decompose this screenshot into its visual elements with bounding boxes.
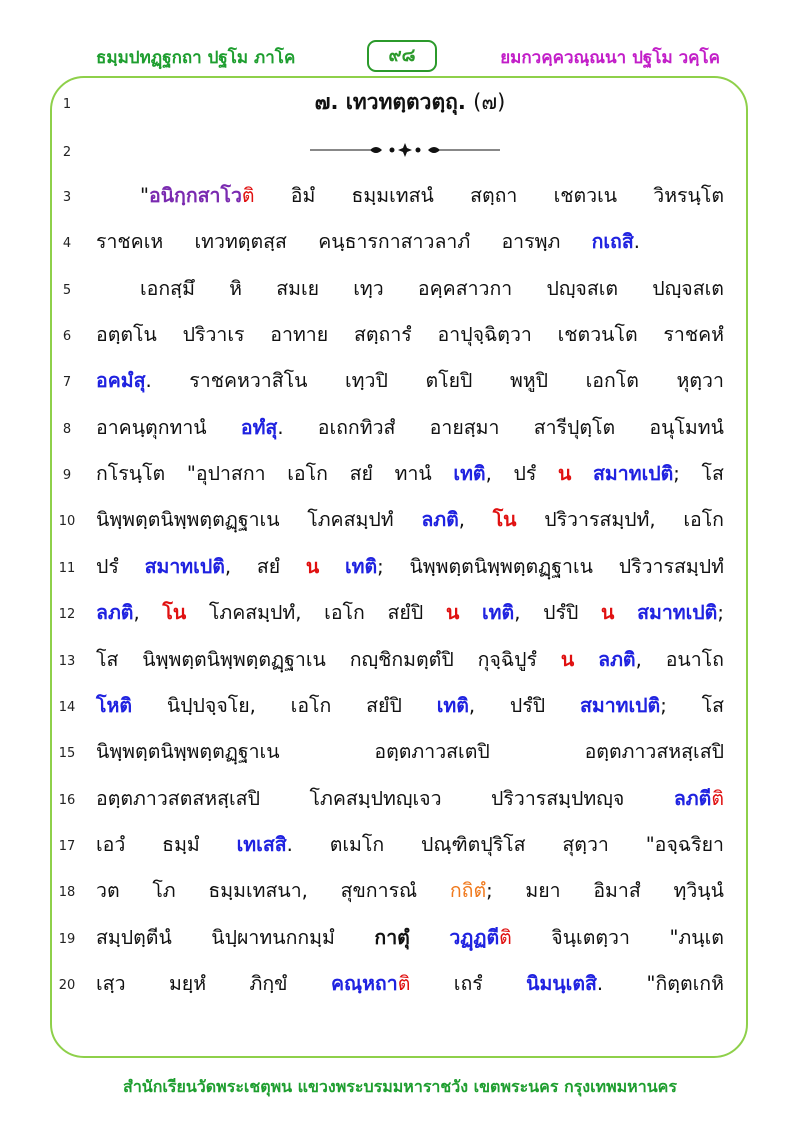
text-word	[241, 405, 284, 451]
text-word: สยํปิ	[366, 694, 402, 717]
text-word: ตโยปิ	[425, 369, 473, 392]
text-word	[637, 590, 724, 636]
text-word: ปริวารสมฺปทญฺจ	[491, 787, 625, 810]
text-word: ราชคเห	[96, 230, 164, 253]
text-word: เทติ	[436, 694, 469, 717]
text-word: เทฺว	[353, 277, 384, 300]
text-word: กถิตํ	[449, 879, 487, 902]
text-word: ธมฺมํ	[162, 833, 200, 856]
text-word: เทติ	[482, 601, 515, 624]
text-word: น	[560, 648, 575, 671]
text-word: ราชคหวาสิโน	[189, 369, 308, 392]
text-word	[96, 358, 152, 404]
text-word	[450, 868, 493, 914]
text-word: ,	[635, 648, 642, 671]
text-word: เอโก	[290, 694, 332, 717]
text-line-11	[96, 544, 724, 590]
text-word: กญฺชิกมตฺตํปิ	[349, 648, 454, 671]
text-word: เอกโต	[585, 369, 639, 392]
text-word: คณฺหถา	[330, 972, 398, 995]
text-word: ลภติ	[96, 601, 134, 624]
text-word: "อจฺฉริยา	[645, 833, 724, 856]
text-word: สมฺปตฺตีนํ	[96, 926, 172, 949]
text-word: คนฺธารกาสาวลาภํ	[318, 230, 471, 253]
text-word: .	[633, 230, 640, 253]
line-number: 13	[58, 654, 76, 669]
text-word: .	[145, 369, 152, 392]
text-word: ลภติ	[598, 648, 636, 671]
page-number: ๙๘	[367, 40, 437, 72]
text-line-12	[96, 590, 724, 636]
text-word	[674, 776, 724, 822]
text-word	[526, 961, 603, 1007]
text-word: กเถสิ	[591, 230, 634, 253]
line-number: 11	[58, 561, 76, 576]
text-word: เอโก	[683, 508, 724, 531]
text-word: หิ	[229, 277, 242, 300]
text-word: เทวทตฺตสฺส	[194, 230, 287, 253]
text-word: ,	[458, 508, 465, 531]
text-word: โส	[701, 462, 724, 485]
text-word: นิพฺพตฺตนิพฺพตฺตฏฺฐาเน	[142, 648, 326, 671]
text-word: .	[596, 972, 604, 995]
text-word: ตเมโก	[329, 833, 385, 856]
text-word: อนิกฺกสาโว	[148, 184, 242, 207]
text-word: อตฺตภาวสตสหสฺเสปิ	[96, 787, 260, 810]
text-word: เอวํ	[96, 833, 126, 856]
text-line-18	[96, 868, 724, 914]
text-word: อาคนฺตุกทานํ	[96, 416, 207, 439]
text-word: สยํ	[349, 462, 373, 485]
text-line-17	[96, 822, 724, 868]
ornament-divider-icon	[310, 142, 500, 158]
text-word: ปรํปิ	[543, 601, 579, 624]
text-word	[593, 451, 680, 497]
story-title	[96, 84, 724, 120]
text-word: ทานํ	[394, 462, 432, 485]
text-line-4	[96, 219, 724, 265]
line-number: 18	[58, 885, 76, 900]
text-word: .	[277, 416, 284, 439]
text-line-19	[96, 915, 724, 961]
text-line-5	[96, 266, 724, 312]
text-word: เอโก	[324, 601, 365, 624]
text-word: อตฺตภาวสหสฺเสปิ	[584, 740, 724, 763]
text-word: สุตฺวา	[562, 833, 609, 856]
text-word: พหูปิ	[509, 369, 549, 392]
text-word: มยฺหํ	[168, 972, 207, 995]
line-number: 8	[62, 422, 72, 437]
text-word: อเถกทิวสํ	[317, 416, 396, 439]
text-word: สารีปุตฺโต	[533, 416, 616, 439]
text-word: อคมํสุ	[96, 369, 146, 392]
text-word: สุขการณํ	[340, 879, 418, 902]
line-number: 16	[58, 793, 76, 808]
text-word: โหติ	[96, 694, 132, 717]
text-word: เอโก	[287, 462, 328, 485]
line-number: 20	[58, 978, 76, 993]
text-word: ราชคหํ	[663, 323, 724, 346]
text-word: โภคสมฺปทํ,	[208, 601, 302, 624]
text-word: สมาทเปติ	[144, 555, 225, 578]
text-word: ,	[468, 694, 476, 717]
text-word: อารพฺภ	[501, 230, 561, 253]
text-word: วิหรนฺโต	[653, 184, 724, 207]
text-word: ;	[377, 555, 384, 578]
text-word: ปญฺจสเต	[652, 277, 724, 300]
text-word: นิพฺพตฺตนิพฺพตฺตฏฺฐาเน	[409, 555, 593, 578]
text-word: ;	[717, 601, 724, 624]
text-word: อทํสุ	[240, 416, 278, 439]
text-word: เอกสฺมึ	[140, 277, 195, 300]
text-word: อายสฺมา	[429, 416, 500, 439]
text-word: ปริวารสมฺปทํ,	[544, 508, 656, 531]
text-word: ติ	[499, 926, 512, 949]
text-word: อตฺตโน	[96, 323, 157, 346]
text-line-14	[96, 683, 724, 729]
text-word: .	[286, 833, 293, 856]
text-word: ,	[514, 601, 521, 624]
line-number: 1	[62, 97, 72, 112]
text-word: อตฺตภาวสเตปิ	[374, 740, 490, 763]
text-word: นิพฺพตฺตนิพฺพตฺตฏฺฐาเน	[96, 508, 280, 531]
text-word: ปริวารสมฺปทํ	[618, 555, 724, 578]
text-line-3	[96, 173, 724, 219]
text-word: ปญฺจสเต	[546, 277, 619, 300]
text-word: นิปฺผาทนกกมฺมํ	[211, 926, 335, 949]
text-word: สมเย	[276, 277, 320, 300]
text-word: ติ	[711, 787, 724, 810]
text-word: สตฺถารํ	[353, 323, 412, 346]
text-line-6	[96, 312, 724, 358]
text-word: "ภนฺเต	[669, 926, 724, 949]
text-line-9	[96, 451, 724, 497]
line-number: 17	[58, 839, 76, 854]
text-word: นิพฺพตฺตนิพฺพตฺตฏฺฐาเน	[96, 740, 280, 763]
text-word: สตฺถา	[470, 184, 518, 207]
text-word: กาตุํ	[374, 926, 410, 949]
story-number: (๗)	[473, 90, 506, 114]
text-word	[140, 173, 255, 219]
text-word	[592, 219, 640, 265]
text-word	[580, 683, 667, 729]
line-number: 14	[58, 700, 76, 715]
text-word: ภิกฺขํ	[249, 972, 288, 995]
text-word: สมาทเปติ	[637, 601, 718, 624]
text-word	[449, 915, 511, 961]
text-line-8	[96, 405, 724, 451]
text-word	[345, 544, 384, 590]
text-word: เชตวนโต	[557, 323, 638, 346]
text-word: โส	[96, 648, 119, 671]
text-word	[453, 451, 491, 497]
text-word: อนุโมทนํ	[649, 416, 724, 439]
text-word: น	[601, 601, 615, 624]
text-word: โส	[701, 694, 724, 717]
text-word: เทฺวปิ	[345, 369, 388, 392]
text-word	[331, 961, 410, 1007]
text-word	[437, 683, 475, 729]
text-word: ;	[660, 694, 667, 717]
text-word: สยํ	[256, 555, 281, 578]
line-number: 12	[58, 607, 76, 622]
text-word: ;	[673, 462, 680, 485]
line-number: 15	[58, 746, 76, 761]
text-line-10	[96, 497, 724, 543]
text-line-7	[96, 358, 724, 404]
text-word: อาปุจฺฉิตฺวา	[437, 323, 532, 346]
text-word: น	[445, 601, 460, 624]
text-word: ติ	[241, 184, 255, 207]
line-number: 4	[62, 236, 72, 251]
text-word: วต	[96, 879, 120, 902]
text-word	[482, 590, 520, 636]
text-word: โภคสมฺปทํ	[307, 508, 394, 531]
text-word: กุจฺฉิปูรํ	[477, 648, 537, 671]
text-word: น	[558, 462, 572, 485]
text-word: "	[140, 184, 149, 207]
text-word: ,	[224, 555, 232, 578]
text-word	[96, 590, 140, 636]
text-word: ติ	[397, 972, 411, 995]
text-word: นิมนฺเตสิ	[526, 972, 597, 995]
text-word: จินฺเตตฺวา	[551, 926, 630, 949]
text-word: ,	[133, 601, 140, 624]
line-number: 7	[62, 375, 72, 390]
text-word: ทฺวินฺนํ	[673, 879, 724, 902]
text-word	[237, 822, 293, 868]
line-number: 3	[62, 190, 72, 205]
header-book-title: ธมฺมปทฏฺฐกถา ปฐโม ภาโค	[96, 48, 296, 68]
line-number: 6	[62, 329, 72, 344]
line-number: 9	[62, 468, 72, 483]
text-word: ปริวาเร	[182, 323, 245, 346]
text-word: ธมฺมเทสนํ	[351, 184, 434, 207]
text-word: ลภตี	[673, 787, 712, 810]
line-number: 10	[58, 514, 76, 529]
text-word: นิปฺปจฺจโย,	[166, 694, 256, 717]
text-word: ,	[485, 462, 492, 485]
text-word: อนาโถ	[665, 648, 724, 671]
text-line-13	[96, 637, 724, 683]
text-word: ปรํปิ	[509, 694, 546, 717]
text-word: โภคสมฺปทญฺเจว	[309, 787, 442, 810]
text-line-20	[96, 961, 724, 1007]
text-word: เทติ	[453, 462, 486, 485]
text-word: โภ	[152, 879, 176, 902]
text-word: สยํปิ	[387, 601, 424, 624]
text-word: ธมฺมเทสนา,	[208, 879, 308, 902]
text-word: "กิตฺตเกหิ	[646, 972, 724, 995]
text-word: หุตฺวา	[676, 369, 724, 392]
text-word: อิมาสํ	[593, 879, 641, 902]
text-word: โน	[492, 508, 517, 531]
line-number: 5	[62, 283, 72, 298]
line-number: 2	[62, 145, 72, 160]
text-line-16	[96, 776, 724, 822]
line-number: 19	[58, 932, 76, 947]
text-word: ;	[486, 879, 493, 902]
text-word: ปรํ	[96, 555, 119, 578]
text-line-15	[96, 729, 724, 775]
text-word: อาทาย	[270, 323, 329, 346]
text-word: สมาทเปติ	[579, 694, 661, 717]
text-word	[421, 497, 465, 543]
text-word: เทติ	[344, 555, 378, 578]
header-chapter-title: ยมกวคฺควณฺณนา ปฐโม วคฺโค	[500, 48, 720, 68]
text-word: ปรํ	[513, 462, 537, 485]
text-word: น	[305, 555, 320, 578]
text-word: มยา	[525, 879, 561, 902]
text-word: "อุปาสกา	[186, 462, 266, 485]
text-word: ลภติ	[421, 508, 459, 531]
text-word: ปณฺฑิตปุริโส	[421, 833, 526, 856]
story-title-text: ๗. เทวทตฺตวตฺถุ.	[314, 90, 466, 114]
text-word: กโรนฺโต	[96, 462, 166, 485]
text-word: โน	[162, 601, 187, 624]
text-word: เชตวเน	[553, 184, 618, 207]
text-word: อคฺคสาวกา	[417, 277, 513, 300]
footer-institution: สำนักเรียนวัดพระเชตุพน แขวงพระบรมมหาราชวัง เขตพระนคร กรุงเทพมหานคร	[123, 1077, 677, 1096]
text-word: เทเสสิ	[236, 833, 287, 856]
text-word: วฏฺฏตี	[449, 926, 500, 949]
text-word: เถรํ	[453, 972, 483, 995]
text-word	[145, 544, 231, 590]
text-word: สมาทเปติ	[593, 462, 674, 485]
text-word: เสฺว	[96, 972, 126, 995]
text-word: อิมํ	[290, 184, 316, 207]
text-word	[598, 637, 642, 683]
